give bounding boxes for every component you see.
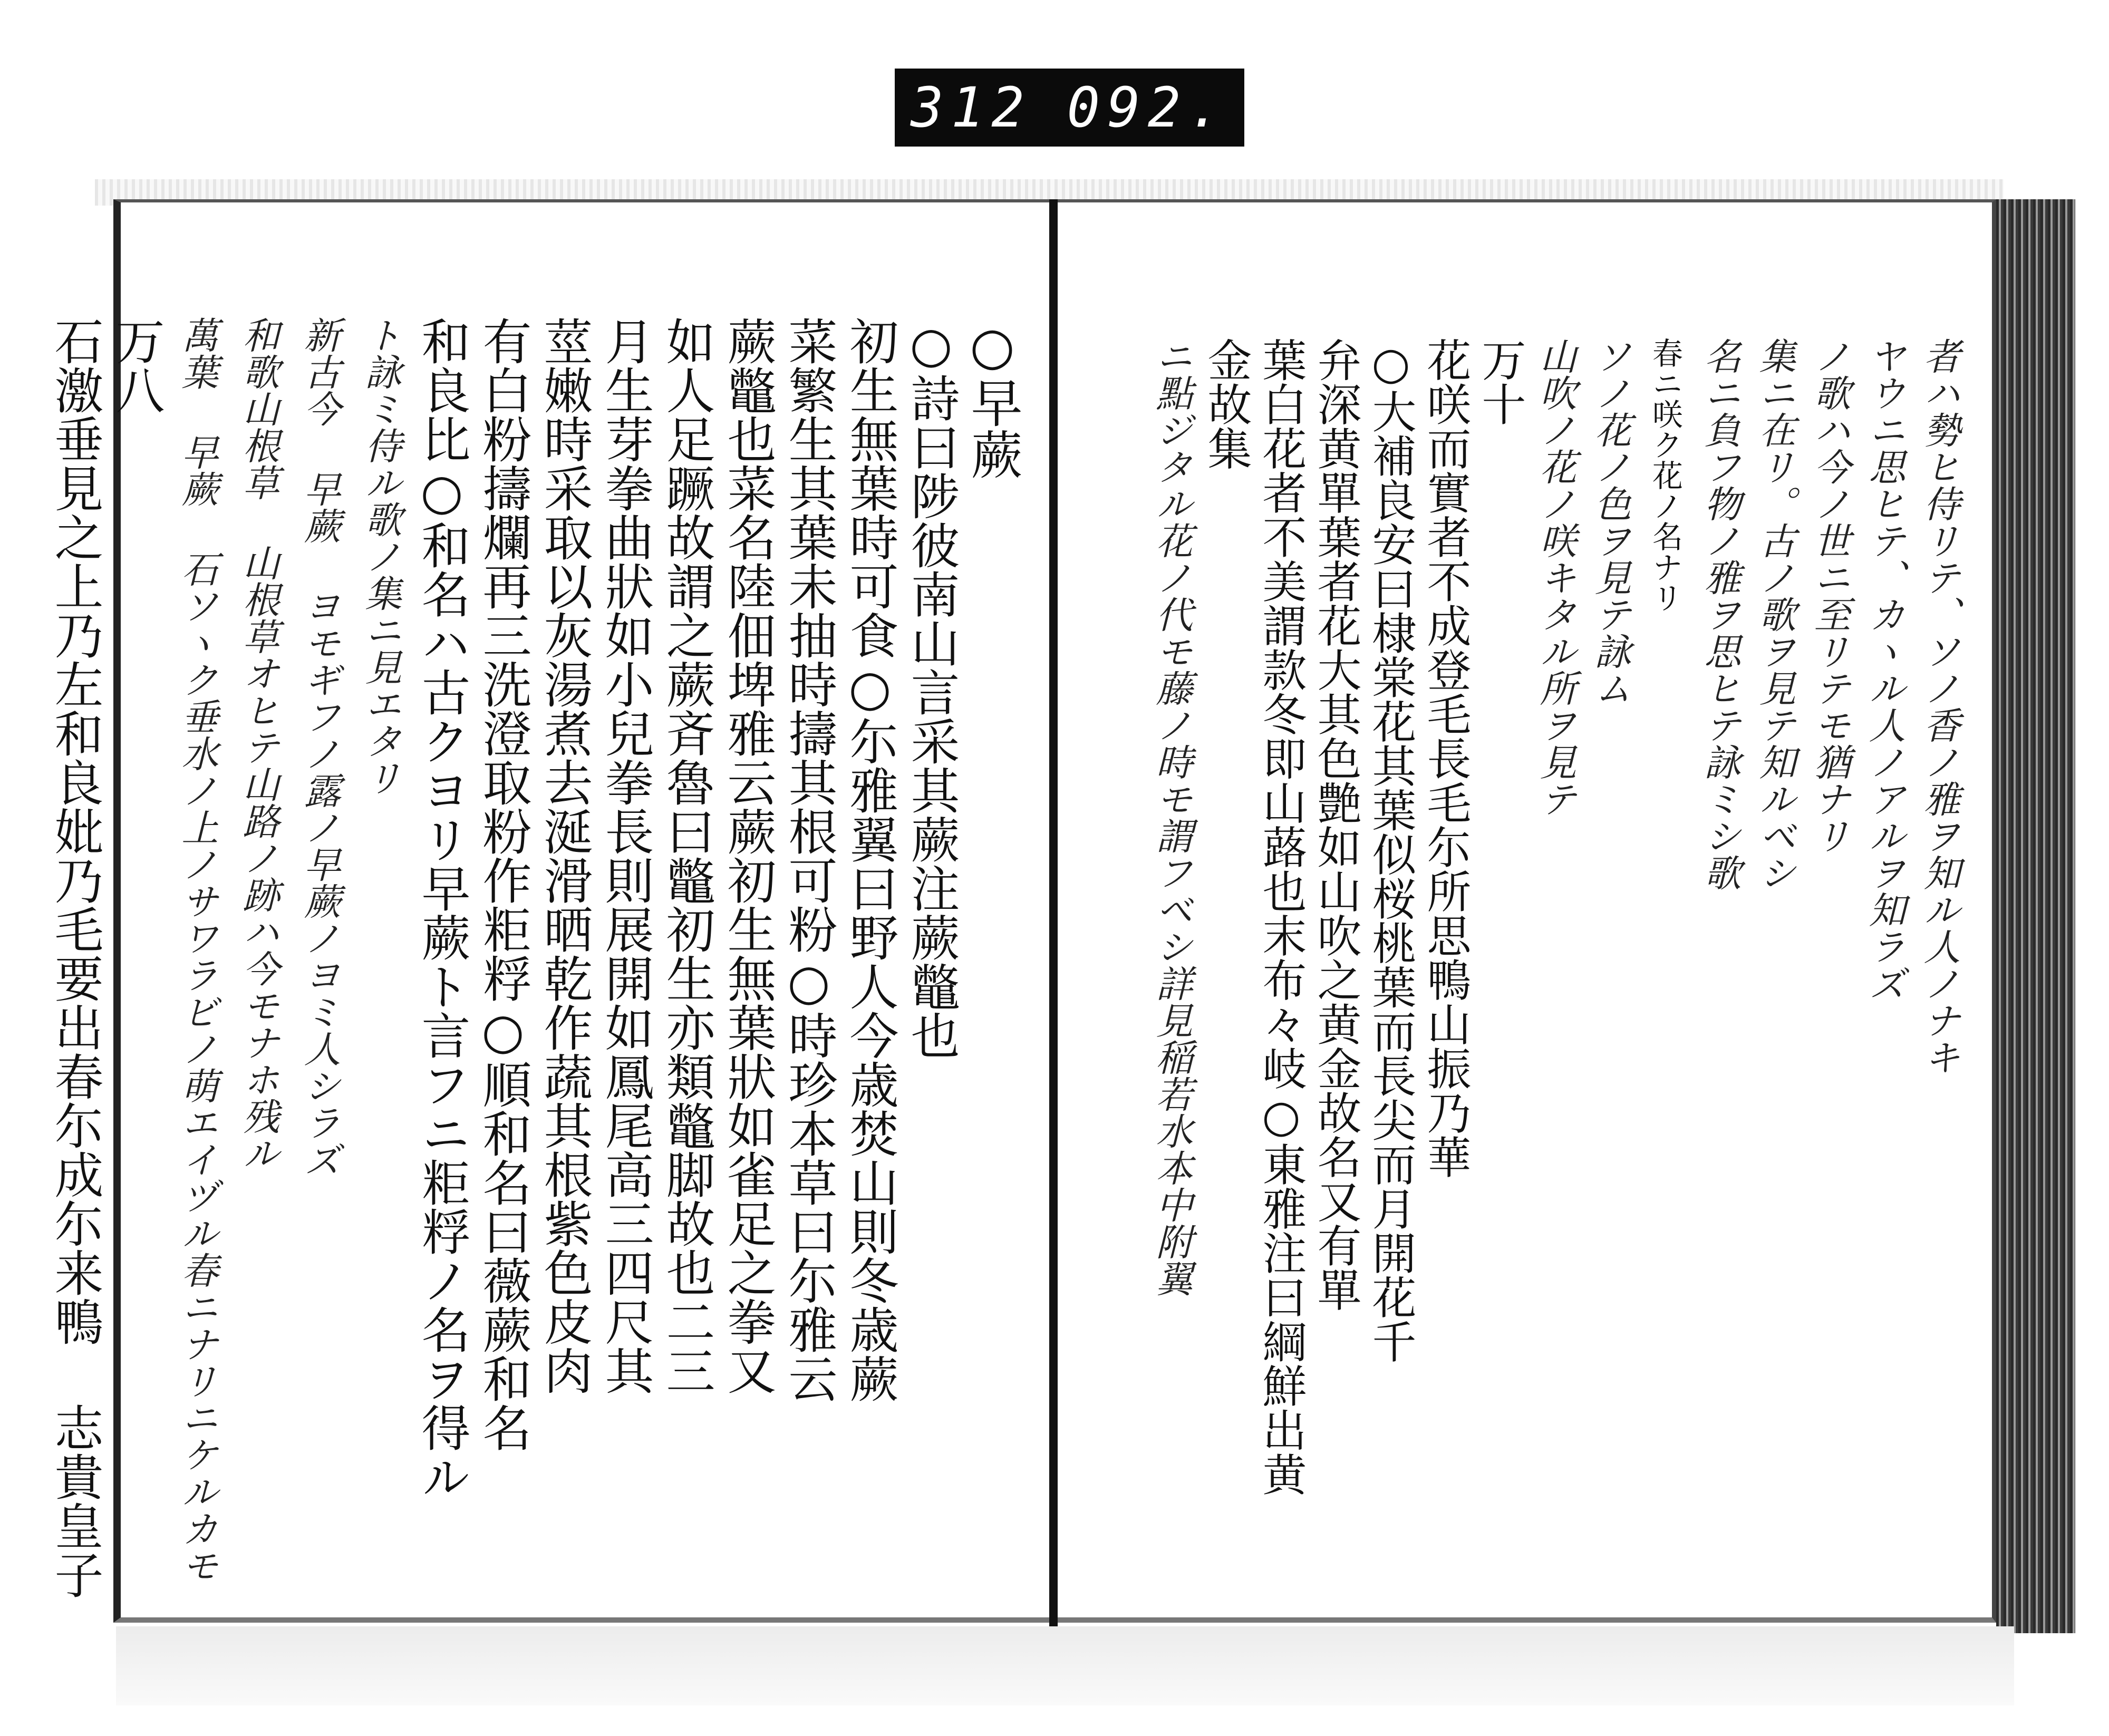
right-page-text (1102, 337, 1967, 1524)
right-page-column-5: 名ニ負フ物ノ雅ヲ思ヒテ詠ミシ歌 (1698, 337, 1742, 891)
right-page-column-2: ヤウニ思ヒテ、カヽル人ノアルヲ知ラズ (1863, 337, 1906, 1002)
left-page-column-7: 月生芽拳曲狀如小兒拳長則展開如鳳尾高三四尺其 (597, 316, 654, 1395)
left-page-column-14: 萬葉 早蕨 石ソヽク垂水ノ上ノサワラビノ萌エイヅル春ニナリニケルカモ (176, 316, 219, 1584)
left-page-column-16: 石激垂見之上乃左和良妣乃毛要出春尓成尓来鴨 志貴皇子 (46, 316, 103, 1599)
scan-number-label (895, 69, 1244, 147)
left-page-column-8: 莖嫩時采取以灰湯煮去涎滑晒乾作蔬其根紫色皮肉 (536, 316, 593, 1395)
book-fore-edge (1996, 199, 2075, 1633)
right-page-column-9: 万十 (1475, 337, 1526, 426)
right-page-column-12: 弁深黄單葉者花大其色艶如山吹之黄金故名又有單 (1310, 337, 1362, 1312)
book-gutter (1049, 199, 1058, 1686)
left-page-column-11: ト詠ミ侍ル歌ノ集ニ見エタリ (359, 316, 402, 796)
left-page-column-6: 如人足蹶故謂之蕨斉魯曰鼈初生亦類鼈脚故也二三 (658, 316, 715, 1395)
right-page-column-11: ○大補良安曰棣棠花其葉似桜桃葉而長尖而月開花千 (1365, 337, 1417, 1363)
right-page-column-1: 者ハ勢ヒ侍リテ、ソノ香ノ雅ヲ知ル人ノナキ (1918, 337, 1961, 1075)
left-page-column-12: 新古今 早蕨 ヨモギフノ露ノ早蕨ノヨミ人シラズ (298, 316, 341, 1178)
left-page-text (46, 316, 1023, 1608)
left-page-column-13: 和歌山根草 山根草オヒテ山路ノ跡ハ今モナホ残ル (237, 316, 280, 1171)
left-page-column-3: 初生無葉時可食○尓雅翼曰野人今歳焚山則冬歳蕨 (841, 316, 898, 1403)
right-page-column-13: 葉白花者不美謂款冬即山蕗也末布々岐○東雅注曰綱鮮出黄金故集 (1201, 337, 1307, 1496)
right-page-column-3: ノ歌ハ今ノ世ニ至リテモ猶ナリ (1808, 337, 1851, 854)
right-page-column-6: 春ニ咲ク花ノ名ナリ (1647, 337, 1683, 613)
right-page-column-14: ニ點ジタル花ノ代モ藤ノ時モ謂フベシ詳見稲若水本中附翼 (1150, 337, 1193, 1297)
left-page-column-15: 万八 (108, 316, 165, 414)
scan-number-left: 312 (911, 75, 1032, 140)
left-page-column-10: 和良比○和名ハ古クヨリ早蕨ト言フニ粔粰ノ名ヲ得ル (413, 316, 470, 1501)
right-page-column-4: 集ニ在リ。古ノ歌ヲ見テ知ルベシ (1753, 337, 1796, 891)
left-page-column-9: 有白粉擣爛再三洗澄取粉作粔粰○順和名曰薇蕨和名 (475, 316, 531, 1452)
left-page-column-2: ○詩曰陟彼南山言采其蕨注蕨鼈也 (903, 316, 960, 1060)
book-bottom-edge (116, 1626, 2014, 1705)
left-page-column-4: 菜繁生其葉未抽時擣其根可粉○時珍本草曰尓雅云 (780, 316, 837, 1403)
scan-number-right: 092. (1067, 75, 1228, 140)
right-page-column-8: 山吹ノ花ノ咲キタル所ヲ見テ (1534, 337, 1577, 817)
right-page-column-7: ソノ花ノ色ヲ見テ詠ム (1589, 337, 1632, 706)
left-page-column-1: ○早蕨 (962, 316, 1022, 480)
left-page-column-5: 蕨鼈也菜名陸佃埤雅云蕨初生無葉狀如雀足之拳又 (719, 316, 776, 1395)
right-page-column-10: 花咲而實者不成登毛長毛尓所思鴨山振乃華 (1420, 337, 1472, 1179)
